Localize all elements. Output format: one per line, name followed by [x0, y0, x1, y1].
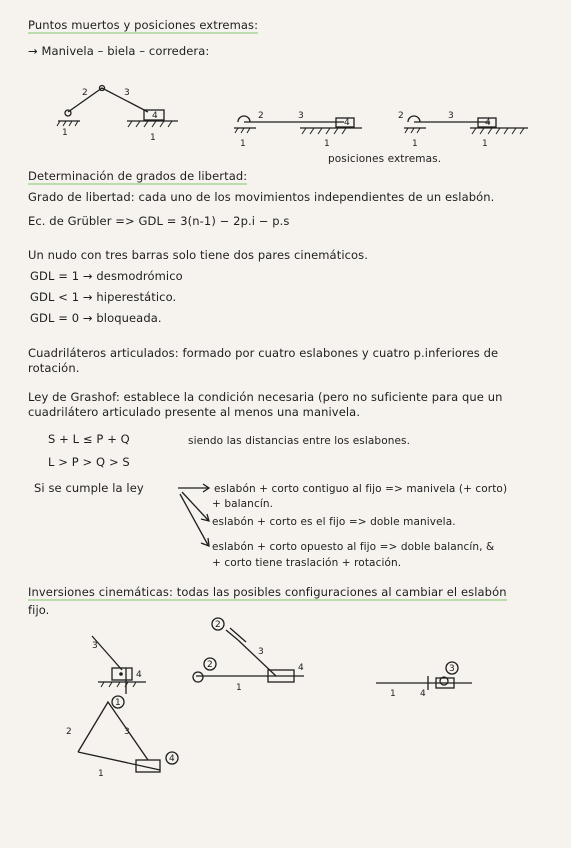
quadrilateral-definition-cont: rotación.: [28, 361, 80, 375]
label-2b: 2: [207, 660, 213, 670]
page-title: Puntos muertos y posiciones extremas:: [28, 18, 259, 32]
grashof-law: Ley de Grashof: establece la condición necesaria (pero no suficiente para que un: [28, 390, 503, 404]
label-1b: 1: [482, 139, 488, 149]
label-2: 2: [215, 620, 221, 630]
label-2: 2: [398, 111, 404, 121]
subtitle: → Manivela – biela – corredera:: [28, 44, 210, 58]
label-3: 3: [92, 641, 98, 651]
label-1: 1: [62, 128, 68, 138]
length-order: L > P > Q > S: [48, 455, 130, 469]
label-3: 3: [448, 111, 454, 121]
grashof-law-cont: cuadrilátero articulado presente al menos una manivela.: [28, 405, 361, 419]
label-1: 1: [236, 683, 242, 693]
inversion-1: [92, 636, 146, 708]
slider-crank-sketch: [57, 86, 178, 144]
section-heading-dof: Determinación de grados de libertad:: [28, 169, 248, 183]
case-double-crank: eslabón + corto es el fijo => doble manivela.: [212, 516, 456, 528]
inversion-4: [66, 702, 178, 779]
quadrilateral-definition: Cuadriláteros articulados: formado por cuatro eslabones y cuatro p.inferiores de: [28, 346, 499, 360]
label-4: 4: [344, 118, 350, 128]
label-4: 4: [136, 670, 142, 680]
label-3: 3: [298, 111, 304, 121]
label-2: 2: [66, 727, 72, 737]
label-2: 2: [258, 111, 264, 121]
label-3: 3: [124, 727, 130, 737]
extreme-position-1: [234, 111, 362, 149]
gdl-case-1: GDL = 1 → desmodrómico: [30, 269, 183, 283]
if-law-holds: Si se cumple la ley: [34, 481, 144, 495]
inequality-description: siendo las distancias entre los eslabones.: [188, 435, 411, 447]
label-1b: 1: [324, 139, 330, 149]
label-4: 4: [485, 118, 491, 128]
kinematic-inversions-cont: fijo.: [28, 603, 50, 617]
gruebler-equation: Ec. de Grübler => GDL = 3(n-1) − 2p.i − p.s: [28, 214, 290, 228]
label-1: 1: [240, 139, 246, 149]
label-1: 1: [412, 139, 418, 149]
label-2: 2: [82, 88, 88, 98]
label-4: 4: [152, 111, 158, 121]
case-double-rocker-cont: + corto tiene traslación + rotación.: [212, 557, 402, 569]
case-arrows: [178, 484, 209, 546]
kinematic-inversions: Inversiones cinemáticas: todas las posibles configuraciones al cambiar el eslabón: [28, 585, 507, 599]
label-3: 3: [258, 647, 264, 657]
case-crank-rocker-cont: + balancín.: [212, 498, 274, 510]
case-crank-rocker: eslabón + corto contiguo al fijo => manivela (+ corto): [214, 483, 508, 495]
gdl-case-3: GDL = 0 → bloqueada.: [30, 311, 162, 325]
inversion-2: [193, 618, 304, 693]
node-note: Un nudo con tres barras solo tiene dos pares cinemáticos.: [28, 248, 369, 262]
label-3: 3: [449, 664, 455, 674]
case-double-rocker: eslabón + corto opuesto al fijo => doble balancín, &: [212, 541, 495, 553]
label-4: 4: [298, 663, 304, 673]
label-4: 4: [420, 689, 426, 699]
extreme-position-2: [398, 111, 528, 149]
label-4c: 4: [169, 754, 175, 764]
label-3: 3: [124, 88, 130, 98]
inversion-3: [376, 662, 472, 699]
label-1: 1: [390, 689, 396, 699]
label-1b: 1: [150, 133, 156, 143]
gdl-case-2: GDL < 1 → hiperestático.: [30, 290, 177, 304]
grashof-inequality: S + L ≤ P + Q: [48, 432, 130, 446]
dof-definition: Grado de libertad: cada uno de los movimientos independientes de un eslabón.: [28, 190, 495, 204]
positions-caption: posiciones extremas.: [328, 153, 442, 165]
label-1: 1: [115, 698, 121, 708]
label-1: 1: [98, 769, 104, 779]
